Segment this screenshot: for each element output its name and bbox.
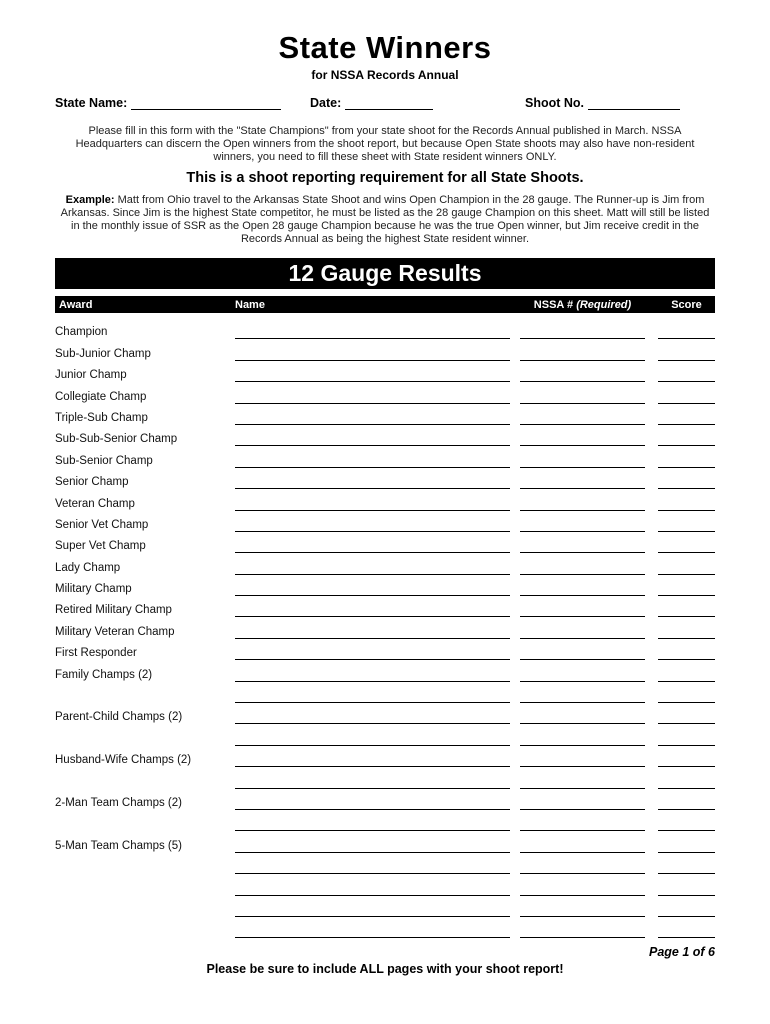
award-row — [55, 746, 715, 767]
nssa-blank-line[interactable] — [520, 539, 645, 553]
award-row — [55, 810, 715, 831]
example-label: Example: — [65, 194, 115, 206]
award-row — [55, 853, 715, 874]
award-row — [55, 789, 715, 810]
state-name-input[interactable] — [131, 96, 281, 110]
award-label: Champion — [55, 326, 108, 339]
award-label: Sub-Junior Champ — [55, 347, 151, 360]
award-row — [55, 318, 715, 339]
awards-table — [55, 318, 715, 938]
award-label: 2-Man Team Champs (2) — [55, 796, 182, 809]
nssa-blank-line[interactable] — [520, 325, 645, 339]
score-blank-line[interactable] — [658, 796, 715, 810]
award-label: Junior Champ — [55, 369, 127, 382]
award-row — [55, 767, 715, 788]
score-blank-line[interactable] — [658, 411, 715, 425]
page-title: State Winners — [278, 30, 492, 65]
award-label: Super Vet Champ — [55, 540, 146, 553]
nssa-blank-line[interactable] — [520, 347, 645, 361]
nssa-header-text: NSSA # — [533, 298, 574, 311]
score-blank-line[interactable] — [658, 603, 715, 617]
award-row — [55, 425, 715, 446]
name-blank-line[interactable] — [235, 539, 510, 553]
name-blank-line[interactable] — [235, 903, 510, 917]
nssa-blank-line[interactable] — [520, 860, 645, 874]
name-blank-line[interactable] — [235, 582, 510, 596]
name-blank-line[interactable] — [235, 475, 510, 489]
award-label: Sub-Sub-Senior Champ — [55, 433, 178, 446]
score-blank-line[interactable] — [658, 539, 715, 553]
award-label: Retired Military Champ — [55, 604, 172, 617]
name-blank-line[interactable] — [235, 432, 510, 446]
page-subtitle: for NSSA Records Annual — [311, 68, 459, 82]
score-blank-line[interactable] — [658, 432, 715, 446]
award-label: 5-Man Team Champs (5) — [55, 839, 182, 852]
section-banner: 12 Gauge Results — [55, 258, 715, 289]
name-blank-line[interactable] — [235, 668, 510, 682]
nssa-blank-line[interactable] — [520, 368, 645, 382]
name-blank-line[interactable] — [235, 753, 510, 767]
name-blank-line[interactable] — [235, 411, 510, 425]
award-row — [55, 553, 715, 574]
name-blank-line[interactable] — [235, 710, 510, 724]
name-blank-line[interactable] — [235, 603, 510, 617]
score-blank-line[interactable] — [658, 368, 715, 382]
award-label: Collegiate Champ — [55, 390, 147, 403]
award-row — [55, 532, 715, 553]
award-label: Sub-Senior Champ — [55, 454, 153, 467]
award-row — [55, 617, 715, 638]
nssa-blank-line[interactable] — [520, 839, 645, 853]
award-label: Family Champs (2) — [55, 668, 153, 681]
award-row — [55, 339, 715, 360]
nssa-blank-line[interactable] — [520, 497, 645, 511]
name-blank-line[interactable] — [235, 732, 510, 746]
nssa-blank-line[interactable] — [520, 732, 645, 746]
score-blank-line[interactable] — [658, 732, 715, 746]
award-row — [55, 382, 715, 403]
nssa-blank-line[interactable] — [520, 924, 645, 938]
score-blank-line[interactable] — [658, 646, 715, 660]
score-blank-line[interactable] — [658, 518, 715, 532]
nssa-blank-line[interactable] — [520, 390, 645, 404]
example-paragraph — [57, 194, 713, 246]
example-text: Matt from Ohio travel to the Arkansas State Shoot and wins Open Champion in the 28 gauge. The Runner-up is Jim from Arkansas. Since Jim is the highest State competitor, he must be listed as the 28 gauge Champion on this sheet. Matt will still be listed in the monthly issue of SSR as the Open 28 gauge Champion because he was the true Open winner, but Jim receive credit in the Records Annual as being the highest State resident winner. — [60, 194, 710, 245]
award-row — [55, 361, 715, 382]
award-label — [55, 830, 235, 831]
date-label: Date: — [310, 96, 342, 110]
score-blank-line[interactable] — [658, 668, 715, 682]
award-row — [55, 575, 715, 596]
name-blank-line[interactable] — [235, 775, 510, 789]
requirement-line: This is a shoot reporting requirement for all State Shoots. — [186, 170, 584, 186]
name-blank-line[interactable] — [235, 839, 510, 853]
column-header-nssa — [520, 299, 645, 311]
award-row — [55, 660, 715, 681]
name-blank-line[interactable] — [235, 368, 510, 382]
name-blank-line[interactable] — [235, 347, 510, 361]
name-blank-line[interactable] — [235, 497, 510, 511]
score-blank-line[interactable] — [658, 882, 715, 896]
score-blank-line[interactable] — [658, 561, 715, 575]
award-label: Senior Vet Champ — [55, 518, 149, 531]
nssa-blank-line[interactable] — [520, 518, 645, 532]
score-blank-line[interactable] — [658, 924, 715, 938]
award-label — [55, 916, 235, 917]
score-blank-line[interactable] — [658, 390, 715, 404]
name-blank-line[interactable] — [235, 625, 510, 639]
score-blank-line[interactable] — [658, 775, 715, 789]
award-row — [55, 917, 715, 938]
nssa-blank-line[interactable] — [520, 903, 645, 917]
name-blank-line[interactable] — [235, 924, 510, 938]
shoot-no-label: Shoot No. — [525, 96, 585, 110]
state-name-label: State Name: — [55, 96, 128, 110]
name-blank-line[interactable] — [235, 646, 510, 660]
nssa-blank-line[interactable] — [520, 710, 645, 724]
nssa-blank-line[interactable] — [520, 882, 645, 896]
date-input[interactable] — [345, 96, 433, 110]
score-blank-line[interactable] — [658, 710, 715, 724]
award-label: Military Veteran Champ — [55, 625, 175, 638]
award-label: Lady Champ — [55, 561, 121, 574]
award-row — [55, 468, 715, 489]
award-row — [55, 639, 715, 660]
award-label: First Responder — [55, 647, 137, 660]
nssa-blank-line[interactable] — [520, 454, 645, 468]
award-label: Husband-Wife Champs (2) — [55, 754, 192, 767]
nssa-blank-line[interactable] — [520, 689, 645, 703]
nssa-blank-line[interactable] — [520, 796, 645, 810]
award-label: Parent-Child Champs (2) — [55, 711, 183, 724]
award-label: Senior Champ — [55, 476, 129, 489]
award-label — [55, 788, 235, 789]
state-name-field — [55, 96, 281, 110]
nssa-blank-line[interactable] — [520, 561, 645, 575]
column-header-award: Award — [59, 298, 93, 311]
column-header-score: Score — [671, 298, 702, 311]
nssa-blank-line[interactable] — [520, 625, 645, 639]
page-indicator: Page 1 of 6 — [649, 945, 715, 960]
nssa-blank-line[interactable] — [520, 432, 645, 446]
intro-paragraph: Please fill in this form with the "State Champions" from your state shoot for the Records Annual published in March. NSSA Headquarters can discern the Open winners from the shoot report, but because Open State shoots may also have non-resident winners, you need to fill these sheet with State resident winners ONLY. — [75, 125, 695, 163]
name-blank-line[interactable] — [235, 689, 510, 703]
award-row — [55, 404, 715, 425]
award-row — [55, 703, 715, 724]
award-row — [55, 831, 715, 852]
score-blank-line[interactable] — [658, 860, 715, 874]
footer-note: Please be sure to include ALL pages with your shoot report! — [206, 962, 564, 977]
name-blank-line[interactable] — [235, 817, 510, 831]
name-blank-line[interactable] — [235, 796, 510, 810]
award-row — [55, 446, 715, 467]
nssa-blank-line[interactable] — [520, 668, 645, 682]
date-field — [310, 96, 433, 110]
score-blank-line[interactable] — [658, 689, 715, 703]
nssa-blank-line[interactable] — [520, 411, 645, 425]
nssa-blank-line[interactable] — [520, 753, 645, 767]
award-row — [55, 896, 715, 917]
award-row — [55, 511, 715, 532]
score-blank-line[interactable] — [658, 903, 715, 917]
name-blank-line[interactable] — [235, 860, 510, 874]
nssa-blank-line[interactable] — [520, 646, 645, 660]
score-blank-line[interactable] — [658, 839, 715, 853]
award-row — [55, 874, 715, 895]
nssa-blank-line[interactable] — [520, 603, 645, 617]
score-blank-line[interactable] — [658, 347, 715, 361]
name-blank-line[interactable] — [235, 518, 510, 532]
nssa-blank-line[interactable] — [520, 817, 645, 831]
award-label — [55, 745, 235, 746]
score-blank-line[interactable] — [658, 475, 715, 489]
table-header — [55, 296, 715, 313]
award-label — [55, 702, 235, 703]
name-blank-line[interactable] — [235, 561, 510, 575]
nssa-blank-line[interactable] — [520, 582, 645, 596]
shoot-no-field — [525, 96, 680, 110]
award-row — [55, 682, 715, 703]
award-label: Veteran Champ — [55, 497, 135, 510]
column-header-name: Name — [235, 298, 265, 311]
score-blank-line[interactable] — [658, 325, 715, 339]
score-blank-line[interactable] — [658, 625, 715, 639]
header-fields — [55, 96, 715, 113]
award-label: Military Champ — [55, 583, 132, 596]
award-row — [55, 596, 715, 617]
award-row — [55, 724, 715, 745]
name-blank-line[interactable] — [235, 390, 510, 404]
award-label — [55, 937, 235, 938]
award-row — [55, 489, 715, 510]
award-label — [55, 895, 235, 896]
nssa-blank-line[interactable] — [520, 775, 645, 789]
award-label — [55, 873, 235, 874]
nssa-blank-line[interactable] — [520, 475, 645, 489]
name-blank-line[interactable] — [235, 454, 510, 468]
score-blank-line[interactable] — [658, 497, 715, 511]
award-label: Triple-Sub Champ — [55, 411, 148, 424]
name-blank-line[interactable] — [235, 325, 510, 339]
nssa-required-text: (Required) — [576, 298, 632, 311]
score-blank-line[interactable] — [658, 582, 715, 596]
shoot-no-input[interactable] — [588, 96, 680, 110]
score-blank-line[interactable] — [658, 817, 715, 831]
score-blank-line[interactable] — [658, 454, 715, 468]
score-blank-line[interactable] — [658, 753, 715, 767]
name-blank-line[interactable] — [235, 882, 510, 896]
